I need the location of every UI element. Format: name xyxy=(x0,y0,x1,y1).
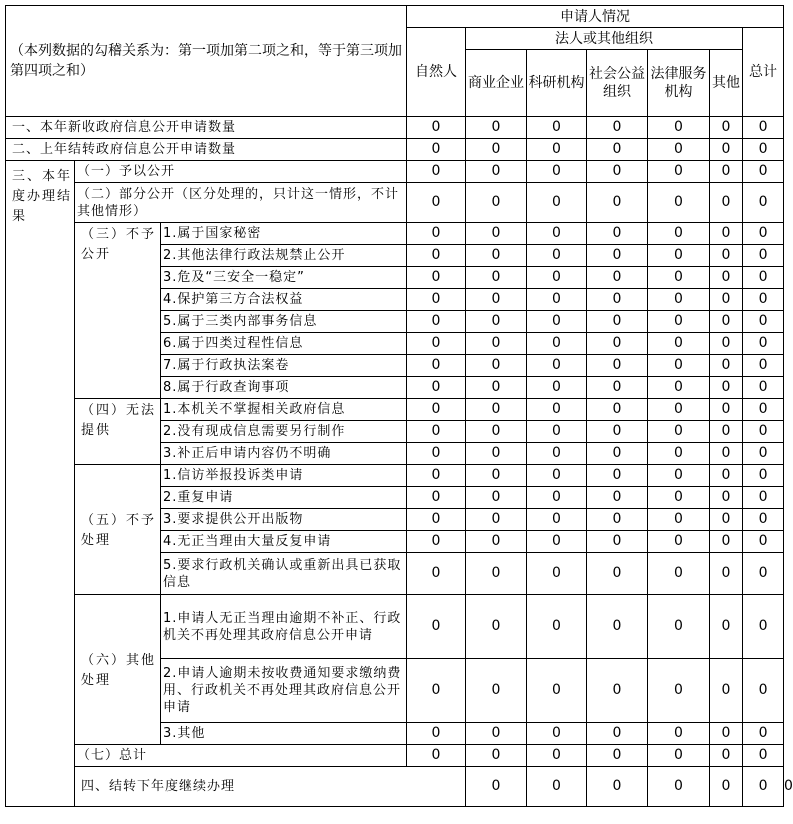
value-r11-social-welfare: 0 xyxy=(587,355,648,377)
value-r02-other: 0 xyxy=(710,139,743,161)
value-r19-research: 0 xyxy=(527,531,587,553)
group-cannot-provide: （四）无法提供 xyxy=(75,399,161,465)
value-r19-social-welfare: 0 xyxy=(587,531,648,553)
value-r21-commercial: 0 xyxy=(466,595,527,659)
value-r01-social-welfare: 0 xyxy=(587,117,648,139)
value-r16-commercial: 0 xyxy=(466,465,527,487)
value-r06-social-welfare: 0 xyxy=(587,245,648,267)
value-r03-social-welfare: 0 xyxy=(587,161,648,183)
group-partial-open: （二）部分公开（区分处理的，只计这一情形，不计其他情形） xyxy=(75,183,407,223)
value-r20-social-welfare: 0 xyxy=(587,553,648,595)
value-r23-natural-person: 0 xyxy=(407,723,466,745)
value-r14-other: 0 xyxy=(710,421,743,443)
value-r14-social-welfare: 0 xyxy=(587,421,648,443)
value-r09-legal-service: 0 xyxy=(648,311,710,333)
value-r23-social-welfare: 0 xyxy=(587,723,648,745)
value-r20-total: 0 xyxy=(743,553,784,595)
value-r06-legal-service: 0 xyxy=(648,245,710,267)
value-r16-legal-service: 0 xyxy=(648,465,710,487)
value-r23-total: 0 xyxy=(743,723,784,745)
value-r12-legal-service: 0 xyxy=(648,377,710,399)
value-r11-legal-service: 0 xyxy=(648,355,710,377)
value-r08-research: 0 xyxy=(527,289,587,311)
value-r14-legal-service: 0 xyxy=(648,421,710,443)
value-r15-research: 0 xyxy=(527,443,587,465)
value-r21-legal-service: 0 xyxy=(648,595,710,659)
row-label-carryover: 二、上年结转政府信息公开申请数量 xyxy=(6,139,407,161)
value-r07-commercial: 0 xyxy=(466,267,527,289)
value-r20-research: 0 xyxy=(527,553,587,595)
value-r19-total: 0 xyxy=(743,531,784,553)
row-label-next-year: 四、结转下年度继续办理 xyxy=(75,767,466,807)
value-r24-legal-service: 0 xyxy=(648,745,710,767)
value-r10-total: 0 xyxy=(743,333,784,355)
value-r12-natural-person: 0 xyxy=(407,377,466,399)
value-r22-legal-service: 0 xyxy=(648,659,710,723)
item-state-secret: 1.属于国家秘密 xyxy=(161,223,407,245)
value-r24-social-welfare: 0 xyxy=(587,745,648,767)
value-r04-research: 0 xyxy=(527,183,587,223)
item-publication: 3.要求提供公开出版物 xyxy=(161,509,407,531)
item-process-info: 6.属于四类过程性信息 xyxy=(161,333,407,355)
value-r21-total: 0 xyxy=(743,595,784,659)
value-r18-natural-person: 0 xyxy=(407,509,466,531)
value-r22-commercial: 0 xyxy=(466,659,527,723)
item-repeated-mass: 4.无正当理由大量反复申请 xyxy=(161,531,407,553)
value-r06-commercial: 0 xyxy=(466,245,527,267)
value-r22-social-welfare: 0 xyxy=(587,659,648,723)
value-r17-research: 0 xyxy=(527,487,587,509)
value-r10-commercial: 0 xyxy=(466,333,527,355)
value-r07-total: 0 xyxy=(743,267,784,289)
value-r08-other: 0 xyxy=(710,289,743,311)
header-research: 科研机构 xyxy=(527,50,587,117)
value-r13-research: 0 xyxy=(527,399,587,421)
section-results: 三、本年度办理结果 xyxy=(6,161,75,807)
value-r01-legal-service: 0 xyxy=(648,117,710,139)
value-r12-commercial: 0 xyxy=(466,377,527,399)
value-r16-natural-person: 0 xyxy=(407,465,466,487)
value-r24-research: 0 xyxy=(527,745,587,767)
value-r22-other: 0 xyxy=(710,659,743,723)
value-r11-natural-person: 0 xyxy=(407,355,466,377)
value-r09-commercial: 0 xyxy=(466,311,527,333)
item-admin-query: 8.属于行政查询事项 xyxy=(161,377,407,399)
value-r09-total: 0 xyxy=(743,311,784,333)
item-law-prohibited: 2.其他法律行政法规禁止公开 xyxy=(161,245,407,267)
value-r13-other: 0 xyxy=(710,399,743,421)
value-r21-natural-person: 0 xyxy=(407,595,466,659)
item-unclear-after-correction: 3.补正后申请内容仍不明确 xyxy=(161,443,407,465)
value-r09-natural-person: 0 xyxy=(407,311,466,333)
value-r25-commercial: 0 xyxy=(527,767,587,807)
value-r15-total: 0 xyxy=(743,443,784,465)
value-r24-natural-person: 0 xyxy=(407,745,466,767)
value-r18-commercial: 0 xyxy=(466,509,527,531)
value-r08-total: 0 xyxy=(743,289,784,311)
value-r23-other: 0 xyxy=(710,723,743,745)
group-open: （一）予以公开 xyxy=(75,161,407,183)
header-legal-entity: 法人或其他组织 xyxy=(466,28,743,50)
value-r03-other: 0 xyxy=(710,161,743,183)
header-note: （本列数据的勾稽关系为：第一项加第二项之和，等于第三项加第四项之和） xyxy=(6,6,407,117)
value-r25-research: 0 xyxy=(587,767,648,807)
value-r01-research: 0 xyxy=(527,117,587,139)
value-r13-total: 0 xyxy=(743,399,784,421)
item-three-security: 3.危及“三安全一稳定” xyxy=(161,267,407,289)
item-petition-complaint: 1.信访举报投诉类申请 xyxy=(161,465,407,487)
value-r17-other: 0 xyxy=(710,487,743,509)
value-r21-research: 0 xyxy=(527,595,587,659)
value-r18-other: 0 xyxy=(710,509,743,531)
value-r06-total: 0 xyxy=(743,245,784,267)
value-r09-social-welfare: 0 xyxy=(587,311,648,333)
value-r17-social-welfare: 0 xyxy=(587,487,648,509)
value-r25-natural-person: 0 xyxy=(466,767,527,807)
value-r18-social-welfare: 0 xyxy=(587,509,648,531)
value-r10-social-welfare: 0 xyxy=(587,333,648,355)
value-r08-natural-person: 0 xyxy=(407,289,466,311)
header-other: 其他 xyxy=(710,50,743,117)
group-not-open: （三）不予公开 xyxy=(75,223,161,399)
item-overdue-correction: 1.申请人无正当理由逾期不补正、行政机关不再处理其政府信息公开申请 xyxy=(161,595,407,659)
value-r15-commercial: 0 xyxy=(466,443,527,465)
value-r15-legal-service: 0 xyxy=(648,443,710,465)
value-r16-total: 0 xyxy=(743,465,784,487)
value-r05-natural-person: 0 xyxy=(407,223,466,245)
item-enforcement-file: 7.属于行政执法案卷 xyxy=(161,355,407,377)
value-r22-total: 0 xyxy=(743,659,784,723)
value-r19-commercial: 0 xyxy=(466,531,527,553)
value-r16-research: 0 xyxy=(527,465,587,487)
value-r04-commercial: 0 xyxy=(466,183,527,223)
value-r01-total: 0 xyxy=(743,117,784,139)
row-label-new-requests: 一、本年新收政府信息公开申请数量 xyxy=(6,117,407,139)
value-r24-commercial: 0 xyxy=(466,745,527,767)
value-r11-other: 0 xyxy=(710,355,743,377)
header-legal-service: 法律服务机构 xyxy=(648,50,710,117)
value-r14-natural-person: 0 xyxy=(407,421,466,443)
value-r10-natural-person: 0 xyxy=(407,333,466,355)
value-r20-legal-service: 0 xyxy=(648,553,710,595)
value-r14-research: 0 xyxy=(527,421,587,443)
value-r17-natural-person: 0 xyxy=(407,487,466,509)
value-r03-legal-service: 0 xyxy=(648,161,710,183)
value-r03-research: 0 xyxy=(527,161,587,183)
value-r12-research: 0 xyxy=(527,377,587,399)
value-r01-commercial: 0 xyxy=(466,117,527,139)
value-r18-total: 0 xyxy=(743,509,784,531)
item-third-party: 4.保护第三方合法权益 xyxy=(161,289,407,311)
value-r14-commercial: 0 xyxy=(466,421,527,443)
value-r10-research: 0 xyxy=(527,333,587,355)
item-internal-affairs: 5.属于三类内部事务信息 xyxy=(161,311,407,333)
value-r24-other: 0 xyxy=(710,745,743,767)
value-r20-commercial: 0 xyxy=(466,553,527,595)
value-r07-legal-service: 0 xyxy=(648,267,710,289)
value-r11-research: 0 xyxy=(527,355,587,377)
value-r02-research: 0 xyxy=(527,139,587,161)
government-info-disclosure-table: （本列数据的勾稽关系为：第一项加第二项之和，等于第三项加第四项之和） 申请人情况 自然人 法人或其他组织 总计 商业企业 科研机构 社会公益组织 法律服务机构 其他 一、本年新收政府信息公开申请数量 0 0 0 0 0 0 0 二、上年结转政府信息公开申请数量 0 0 0 0 0 0 0 三、本年度办理结果 （一）予以公开 0 0 0 0 0 0 0 （二）部分公开（区分处理的，只计这一情形，不计其他情形） 0 0 0 0 0 0 0 （三）不予公开 1.属于国家秘密 0 0 0 0 0 0 0 2.其他法律行政法规禁止公开 0 0 0 0 0 0 0 3.危及“三安全一稳定” 0 0 0 0 0 0 0 4.保护第三方合法权益 0 0 0 0 0 0 0 5.属于三类内部事务信息 0 0 0 0 0 0 0 6.属于四类过程性信息 0 0 0 0 0 0 0 7.属于行政执法案卷 0 0 0 0 0 0 0 8.属于行政查询事项 0 0 0 0 0 0 0 （四）无法提供 1.本机关不掌握相关政府信息 0 0 0 0 0 0 0 2.没有现成信息需要另行制作 0 0 0 0 0 0 0 3.补正后申请内容仍不明确 0 0 0 0 0 0 0 （五）不予处理 1.信访举报投诉类申请 0 0 0 0 0 0 0 2.重复申请 0 0 0 0 0 0 0 3.要求提供公开出版物 0 0 0 0 0 0 0 4.无正当理由大量反复申请 0 0 0 0 0 0 0 5.要求行政机关确认或重新出具已获取信息 0 0 0 0 0 0 0 （六）其他处理 1.申请人无正当理由逾期不补正、行政机关不再处理其政府信息公开申请 0 0 0 0 0 0 0 2.申请人逾期未按收费通知要求缴纳费用、行政机关不再处理其政府信息公开申请 0 0 0 0 0 0 0 3.其他 0 0 0 0 0 0 0 （七）总计 0 0 0 0 0 0 0 四、结转下年度继续办理 0 0 0 0 0 0 0 xyxy=(5,5,784,807)
value-r11-commercial: 0 xyxy=(466,355,527,377)
value-r25-social-welfare: 0 xyxy=(648,767,710,807)
value-r16-other: 0 xyxy=(710,465,743,487)
value-r05-research: 0 xyxy=(527,223,587,245)
value-r01-natural-person: 0 xyxy=(407,117,466,139)
value-r20-natural-person: 0 xyxy=(407,553,466,595)
value-r03-commercial: 0 xyxy=(466,161,527,183)
value-r08-social-welfare: 0 xyxy=(587,289,648,311)
header-commercial: 商业企业 xyxy=(466,50,527,117)
value-r17-commercial: 0 xyxy=(466,487,527,509)
value-r05-legal-service: 0 xyxy=(648,223,710,245)
value-r13-legal-service: 0 xyxy=(648,399,710,421)
value-r25-other: 0 xyxy=(743,767,784,807)
value-r05-commercial: 0 xyxy=(466,223,527,245)
value-r22-research: 0 xyxy=(527,659,587,723)
value-r04-natural-person: 0 xyxy=(407,183,466,223)
value-r04-other: 0 xyxy=(710,183,743,223)
item-not-held: 1.本机关不掌握相关政府信息 xyxy=(161,399,407,421)
value-r07-research: 0 xyxy=(527,267,587,289)
value-r02-commercial: 0 xyxy=(466,139,527,161)
value-r19-legal-service: 0 xyxy=(648,531,710,553)
value-r10-other: 0 xyxy=(710,333,743,355)
value-r19-natural-person: 0 xyxy=(407,531,466,553)
header-natural-person: 自然人 xyxy=(407,28,466,117)
value-r02-natural-person: 0 xyxy=(407,139,466,161)
value-r06-natural-person: 0 xyxy=(407,245,466,267)
item-reconfirm: 5.要求行政机关确认或重新出具已获取信息 xyxy=(161,553,407,595)
value-r18-research: 0 xyxy=(527,509,587,531)
header-total: 总计 xyxy=(743,28,784,117)
value-r12-total: 0 xyxy=(743,377,784,399)
value-r13-natural-person: 0 xyxy=(407,399,466,421)
value-r08-legal-service: 0 xyxy=(648,289,710,311)
header-social-welfare: 社会公益组织 xyxy=(587,50,648,117)
value-r17-total: 0 xyxy=(743,487,784,509)
value-r23-research: 0 xyxy=(527,723,587,745)
value-r05-total: 0 xyxy=(743,223,784,245)
value-r23-legal-service: 0 xyxy=(648,723,710,745)
value-r21-other: 0 xyxy=(710,595,743,659)
value-r07-natural-person: 0 xyxy=(407,267,466,289)
value-r17-legal-service: 0 xyxy=(648,487,710,509)
value-r15-social-welfare: 0 xyxy=(587,443,648,465)
value-r13-social-welfare: 0 xyxy=(587,399,648,421)
group-other-processing: （六）其他处理 xyxy=(75,595,161,745)
value-r02-social-welfare: 0 xyxy=(587,139,648,161)
value-r25-legal-service: 0 xyxy=(710,767,743,807)
value-r07-other: 0 xyxy=(710,267,743,289)
value-r15-natural-person: 0 xyxy=(407,443,466,465)
value-r18-legal-service: 0 xyxy=(648,509,710,531)
value-r04-legal-service: 0 xyxy=(648,183,710,223)
group-not-processed: （五）不予处理 xyxy=(75,465,161,595)
value-r02-legal-service: 0 xyxy=(648,139,710,161)
value-r16-social-welfare: 0 xyxy=(587,465,648,487)
value-r22-natural-person: 0 xyxy=(407,659,466,723)
value-r01-other: 0 xyxy=(710,117,743,139)
value-r06-research: 0 xyxy=(527,245,587,267)
value-r15-other: 0 xyxy=(710,443,743,465)
value-r05-other: 0 xyxy=(710,223,743,245)
value-r12-social-welfare: 0 xyxy=(587,377,648,399)
item-needs-creation: 2.没有现成信息需要另行制作 xyxy=(161,421,407,443)
value-r04-total: 0 xyxy=(743,183,784,223)
value-r23-commercial: 0 xyxy=(466,723,527,745)
value-r07-social-welfare: 0 xyxy=(587,267,648,289)
group-total: （七）总计 xyxy=(75,745,407,767)
value-r03-total: 0 xyxy=(743,161,784,183)
value-r05-social-welfare: 0 xyxy=(587,223,648,245)
value-r21-social-welfare: 0 xyxy=(587,595,648,659)
value-r08-commercial: 0 xyxy=(466,289,527,311)
value-r02-total: 0 xyxy=(743,139,784,161)
value-r19-other: 0 xyxy=(710,531,743,553)
value-r10-legal-service: 0 xyxy=(648,333,710,355)
value-r11-total: 0 xyxy=(743,355,784,377)
value-r24-total: 0 xyxy=(743,745,784,767)
value-r09-other: 0 xyxy=(710,311,743,333)
header-applicant: 申请人情况 xyxy=(407,6,784,28)
item-overdue-fee: 2.申请人逾期未按收费通知要求缴纳费用、行政机关不再处理其政府信息公开申请 xyxy=(161,659,407,723)
value-r09-research: 0 xyxy=(527,311,587,333)
item-other: 3.其他 xyxy=(161,723,407,745)
value-r12-other: 0 xyxy=(710,377,743,399)
value-r14-total: 0 xyxy=(743,421,784,443)
value-r20-other: 0 xyxy=(710,553,743,595)
item-duplicate: 2.重复申请 xyxy=(161,487,407,509)
value-r04-social-welfare: 0 xyxy=(587,183,648,223)
value-r06-other: 0 xyxy=(710,245,743,267)
value-r13-commercial: 0 xyxy=(466,399,527,421)
value-r03-natural-person: 0 xyxy=(407,161,466,183)
